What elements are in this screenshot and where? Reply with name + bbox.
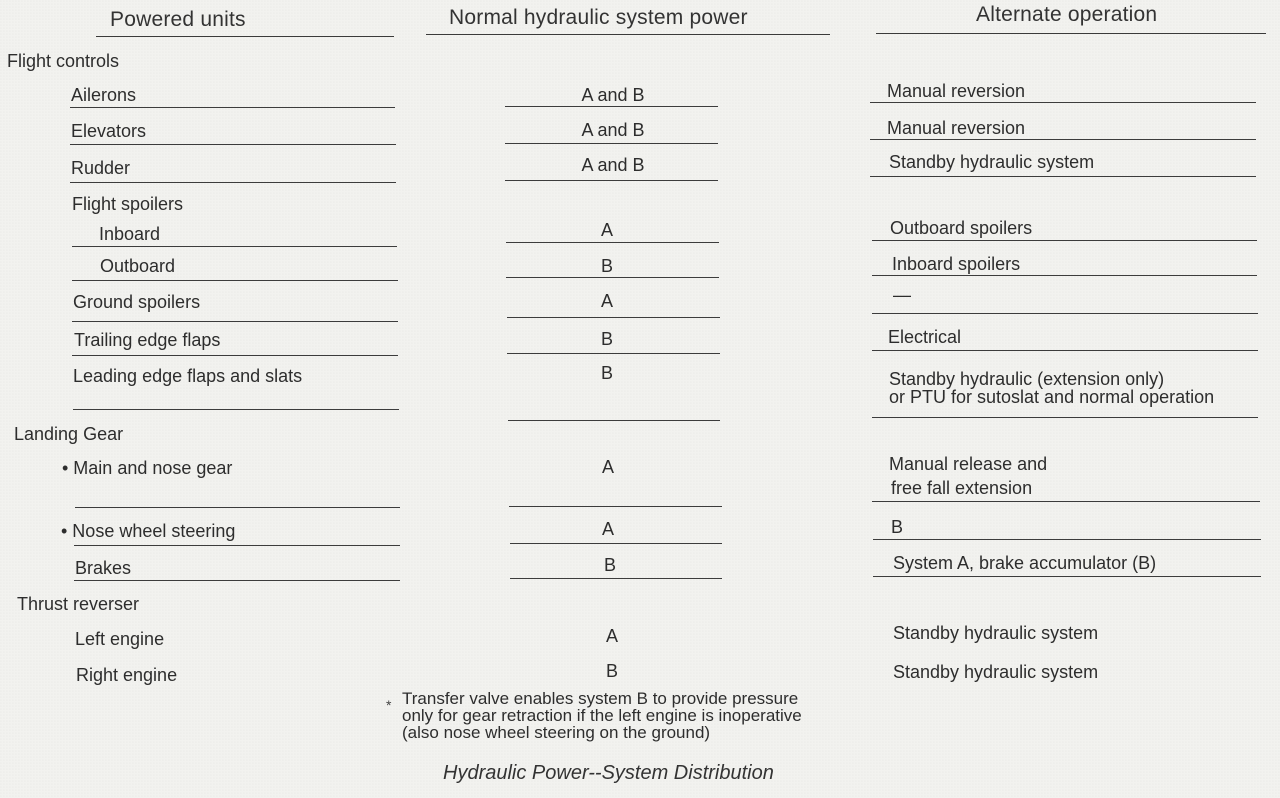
underline-unit (70, 144, 396, 145)
normal-leading-edge-flaps: B (600, 363, 613, 383)
underline-alternate (870, 139, 1256, 140)
normal-left-engine: A (605, 626, 618, 646)
alternate-ailerons: Manual reversion (887, 81, 1026, 101)
group-flight-controls: Flight controls (7, 51, 120, 71)
unit-flight-spoilers: Flight spoilers (72, 194, 184, 214)
alternate-leading-edge-line2: or PTU for sutoslat and normal operation (889, 387, 1215, 407)
unit-right-engine: Right engine (76, 665, 178, 685)
underline-unit (72, 355, 398, 356)
normal-right-engine: B (605, 661, 618, 681)
alternate-left-engine: Standby hydraulic system (893, 623, 1099, 643)
underline-unit (74, 580, 400, 581)
underline-unit (75, 507, 400, 508)
underline-normal (507, 353, 720, 354)
underline-alternate (873, 539, 1261, 540)
unit-nose-wheel-steering: • Nose wheel steering (61, 521, 236, 541)
underline-alternate (872, 275, 1257, 276)
alternate-outboard: Inboard spoilers (892, 254, 1021, 274)
underline-unit (70, 182, 396, 183)
underline-unit (74, 545, 400, 546)
unit-rudder: Rudder (71, 158, 131, 178)
alternate-rudder: Standby hydraulic system (889, 152, 1095, 172)
unit-left-engine: Left engine (75, 629, 165, 649)
underline-unit (73, 409, 399, 410)
underline-unit (72, 280, 398, 281)
figure-caption: Hydraulic Power--System Distribution (443, 762, 774, 784)
underline-normal (508, 420, 720, 421)
unit-inboard: Inboard (99, 224, 161, 244)
underline-normal (506, 277, 719, 278)
unit-ground-spoilers: Ground spoilers (73, 292, 201, 312)
underline-alternate (870, 176, 1256, 177)
normal-brakes: B (603, 555, 616, 575)
footnote-line1: Transfer valve enables system B to provide pressure (402, 689, 799, 708)
alternate-nose-wheel-steering: B (891, 517, 904, 537)
unit-brakes: Brakes (75, 558, 132, 578)
unit-trailing-edge-flaps: Trailing edge flaps (74, 330, 221, 350)
normal-nose-wheel-steering: A (601, 519, 614, 539)
underline-normal (510, 578, 722, 579)
footnote-line3: (also nose wheel steering on the ground) (402, 723, 711, 742)
underline-normal (510, 543, 722, 544)
unit-ailerons: Ailerons (71, 85, 137, 105)
header-powered-units: Powered units (110, 8, 246, 31)
normal-trailing-edge-flaps: B (600, 329, 613, 349)
underline-alternate (873, 576, 1261, 577)
header-underline-alternate (876, 33, 1266, 34)
underline-normal (505, 143, 718, 144)
header-underline-normal-power (426, 34, 830, 35)
underline-alternate (872, 240, 1257, 241)
alternate-right-engine: Standby hydraulic system (893, 662, 1099, 682)
alternate-elevators: Manual reversion (887, 118, 1026, 138)
underline-alternate (872, 501, 1260, 502)
underline-unit (72, 246, 397, 247)
underline-unit (72, 321, 398, 322)
unit-leading-edge-flaps: Leading edge flaps and slats (73, 366, 303, 386)
normal-inboard: A (600, 220, 613, 240)
underline-alternate (872, 350, 1258, 351)
underline-alternate (872, 417, 1258, 418)
footnote-marker: * (386, 697, 392, 713)
unit-main-nose-gear: • Main and nose gear (62, 458, 233, 478)
underline-normal (509, 506, 722, 507)
underline-unit (70, 107, 395, 108)
alternate-main-nose-gear-line1: Manual release and (889, 454, 1048, 474)
underline-alternate (870, 102, 1256, 103)
group-landing-gear: Landing Gear (14, 424, 124, 444)
underline-normal (506, 242, 719, 243)
underline-normal (505, 180, 718, 181)
unit-elevators: Elevators (71, 121, 147, 141)
alternate-ground-spoilers: — (893, 285, 911, 305)
group-thrust-reverser: Thrust reverser (17, 594, 140, 614)
normal-rudder: A and B (581, 155, 645, 175)
header-alternate: Alternate operation (976, 3, 1158, 26)
normal-elevators: A and B (581, 120, 645, 140)
normal-outboard: B (600, 256, 613, 276)
underline-normal (505, 106, 718, 107)
footnote-line2: only for gear retraction if the left engine is inoperative (402, 706, 802, 725)
normal-main-nose-gear: A (601, 457, 614, 477)
normal-ailerons: A and B (581, 85, 645, 105)
underline-alternate (872, 313, 1258, 314)
alternate-brakes: System A, brake accumulator (B) (893, 553, 1157, 573)
unit-outboard: Outboard (100, 256, 176, 276)
alternate-inboard: Outboard spoilers (890, 218, 1033, 238)
alternate-trailing-edge-flaps: Electrical (888, 327, 962, 347)
underline-normal (507, 317, 720, 318)
alternate-leading-edge-line1: Standby hydraulic (extension only) (889, 369, 1165, 389)
alternate-main-nose-gear-line2: free fall extension (891, 478, 1033, 498)
normal-ground-spoilers: A (600, 291, 613, 311)
header-underline-powered-units (96, 36, 394, 37)
header-normal-power: Normal hydraulic system power (449, 6, 748, 29)
